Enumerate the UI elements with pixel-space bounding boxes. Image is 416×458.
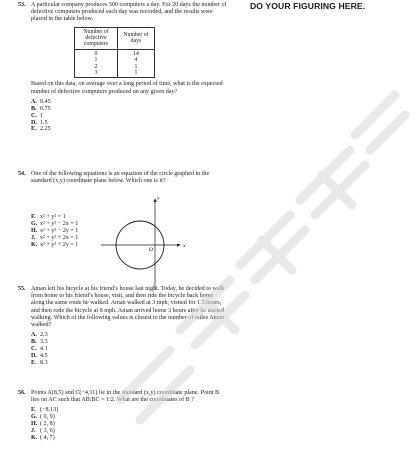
answer-option[interactable]: [31, 332, 228, 339]
question-number: 55.: [18, 286, 26, 292]
figuring-instruction: DO YOUR FIGURING HERE.: [250, 1, 366, 11]
question-number: 54.: [18, 171, 26, 177]
answer-option[interactable]: [31, 106, 228, 113]
option-letter: H.: [31, 228, 38, 235]
answer-option[interactable]: [31, 120, 228, 127]
question-text: One of the following equations is an equation of the circle graphed in the standard (x,y) coordinate plane below. Which one is it?: [31, 171, 210, 185]
answer-option[interactable]: [31, 126, 228, 133]
option-letter: D.: [31, 352, 37, 359]
question-56: [18, 390, 228, 442]
option-text: 1.5: [40, 119, 48, 126]
option-letter: G.: [31, 221, 38, 228]
option-text: 4.1: [40, 346, 48, 353]
table-cell: 1: [134, 63, 138, 70]
option-text: 0.75: [40, 105, 51, 112]
option-letter: F.: [31, 407, 36, 414]
days-column: [118, 49, 155, 78]
x-axis-arrow: [177, 244, 181, 247]
answer-option[interactable]: [31, 407, 228, 414]
question-text: Based on this data, on average over a long period of time, what is the expected number of defective computers produced on any given day?: [31, 81, 223, 95]
defect-table: [74, 27, 155, 79]
answer-option[interactable]: [31, 428, 228, 435]
answer-option[interactable]: [31, 435, 228, 442]
answer-option[interactable]: [31, 421, 228, 428]
table-cell: 2: [94, 63, 98, 70]
origin-label: O: [149, 247, 153, 253]
option-text: 8.3: [40, 359, 48, 366]
option-letter: B.: [31, 339, 37, 346]
answer-option[interactable]: [31, 113, 228, 120]
option-letter: A.: [31, 98, 37, 105]
answer-option[interactable]: [31, 346, 228, 353]
answer-option[interactable]: [31, 99, 228, 106]
option-letter: E.: [31, 126, 37, 133]
y-axis-label: y: [157, 196, 160, 202]
option-letter: J.: [31, 235, 36, 242]
option-letter: E.: [31, 359, 37, 366]
table-cell: 3: [94, 70, 98, 77]
table-cell: 14: [133, 50, 139, 57]
question-text: Aman left his bicycle at his friend’s house last night. Today, he decided to walk from home to his friend’s house, visit, and then ride the bicycle back home along the same route he walked. Aman walked at 3 mph, visited for 1.5 hours, and then rode the bicycle at 8 mph. Aman arrived home 3 hours after he started walking. Which of the following values is closest to the number of miles Aman walked?: [31, 286, 225, 329]
table-cell: 1: [134, 70, 138, 77]
option-text: x² + y² − 2x = 1: [40, 221, 79, 228]
option-letter: K.: [31, 242, 38, 249]
table-header: Number of days: [118, 27, 155, 49]
option-text: x² + y² − 2y = 1: [40, 228, 79, 235]
answer-option[interactable]: [31, 360, 228, 367]
option-letter: J.: [31, 428, 36, 435]
question-number: 53.: [18, 2, 26, 8]
option-letter: C.: [31, 112, 37, 119]
option-letter: A.: [31, 332, 37, 339]
table-cell: 1: [94, 57, 98, 64]
option-letter: D.: [31, 119, 37, 126]
option-text: 2.25: [40, 126, 51, 133]
x-axis-label: x: [183, 243, 186, 249]
option-letter: G.: [31, 414, 38, 421]
answer-options: [31, 99, 228, 134]
answer-option[interactable]: [31, 353, 228, 360]
option-text: ( 4, 7): [40, 435, 55, 442]
table-cell: 0: [94, 50, 98, 57]
answer-options: [31, 332, 228, 367]
option-text: ( 0, 9): [40, 414, 55, 421]
question-text: Points A(8,5) and C(−4,11) lie in the standard (x,y) coordinate plane. Point B lies on AC such that AB:BC = 1:2. What are the coordinates of B ?: [31, 390, 220, 404]
option-text: 1: [40, 112, 44, 119]
option-letter: C.: [31, 346, 37, 353]
option-text: (−8,13): [40, 407, 59, 414]
table-header: Number of defective computers: [75, 27, 118, 49]
option-text: 4.5: [40, 352, 48, 359]
option-text: 3.3: [40, 339, 48, 346]
option-text: x² + y² = 1: [40, 214, 66, 221]
circle-graph: [95, 196, 191, 292]
question-number: 56.: [18, 390, 26, 396]
option-text: x² + y² + 2y = 1: [40, 242, 79, 249]
answer-option[interactable]: [31, 339, 228, 346]
option-text: 0.45: [40, 98, 51, 105]
answer-options: [31, 407, 228, 442]
option-letter: K.: [31, 435, 38, 442]
option-letter: B.: [31, 105, 37, 112]
question-55: [18, 286, 228, 367]
option-text: x² + y² + 2x = 1: [40, 235, 79, 242]
answer-option[interactable]: [31, 414, 228, 421]
question-text: A particular company produces 500 computers a day. For 20 days the number of defective computers produced each day was recorded, and the results were placed in the table below.: [31, 2, 227, 23]
option-letter: F.: [31, 214, 36, 221]
question-53: [18, 2, 228, 133]
option-text: ( 2, 8): [40, 421, 55, 428]
option-text: ( 3, 6): [40, 428, 55, 435]
defective-column: [75, 49, 118, 78]
table-cell: 4: [134, 57, 138, 64]
option-text: 2.3: [40, 332, 48, 339]
option-letter: H.: [31, 421, 38, 428]
